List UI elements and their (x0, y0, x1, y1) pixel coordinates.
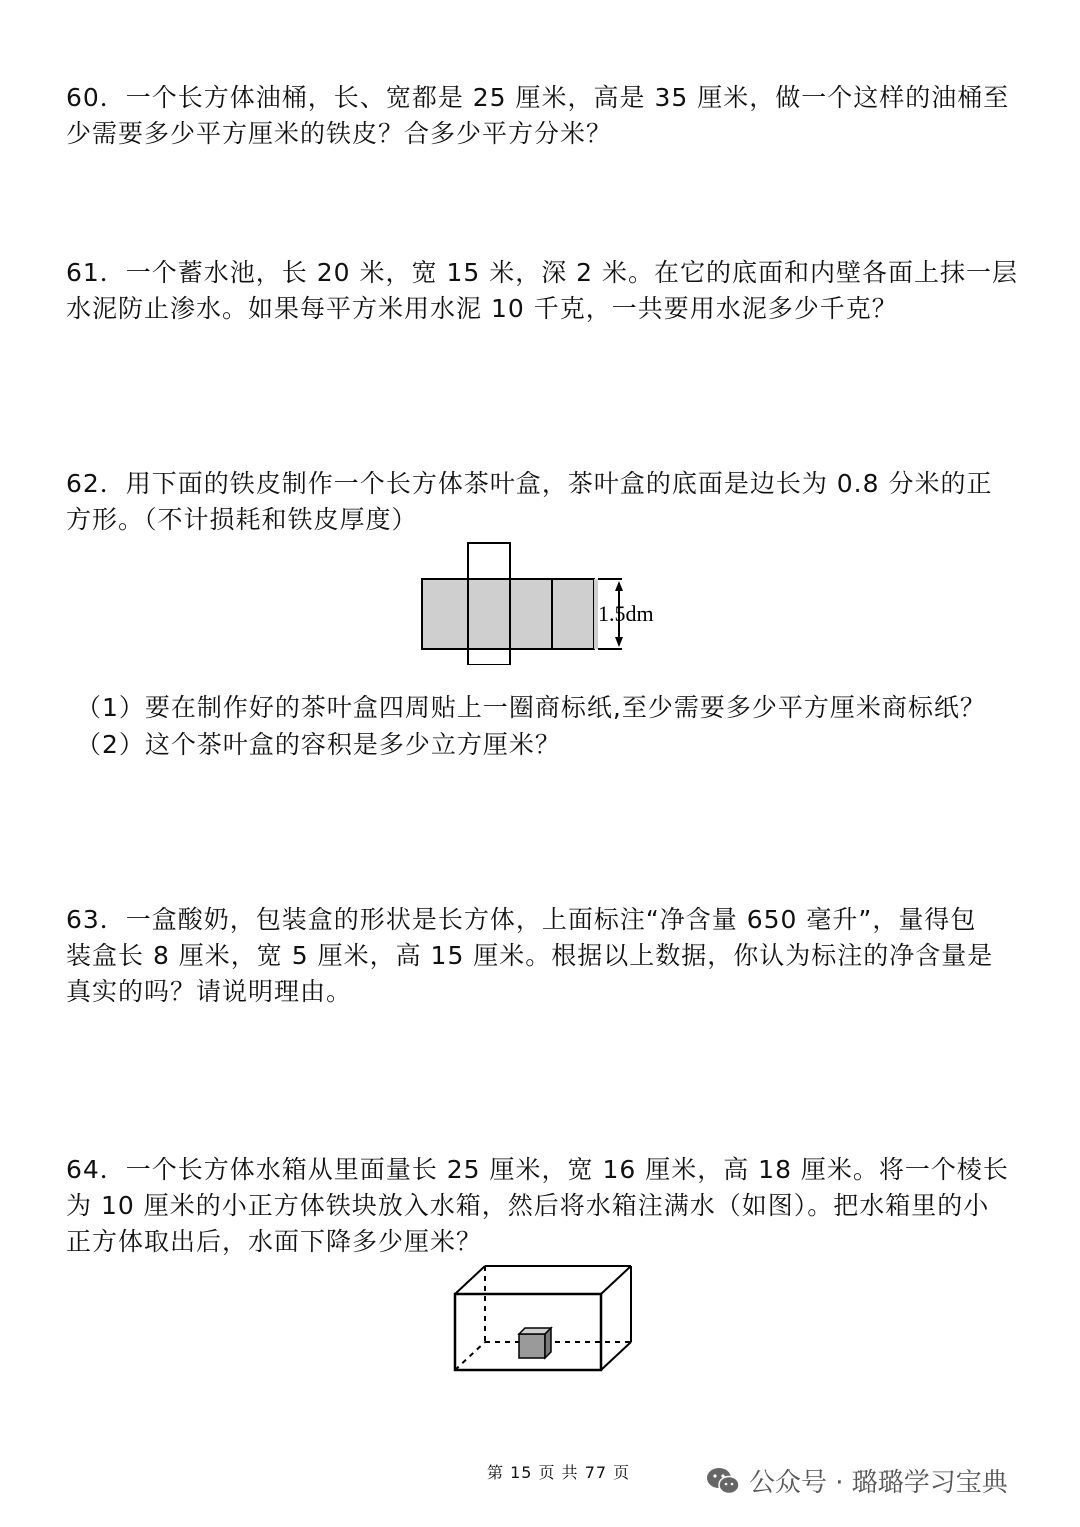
question-61-line-1: 61．一个蓄水池，长 20 米，宽 15 米，深 2 米。在它的底面和内壁各面上抹一层 (66, 258, 1019, 287)
box-net-figure (410, 535, 680, 665)
water-tank-figure (445, 1258, 640, 1378)
wechat-icon (705, 1466, 741, 1496)
question-60-line-2: 少需要多少平方厘米的铁皮？合多少平方分米？ (66, 119, 613, 148)
question-63 (66, 902, 1026, 1010)
net-face-2 (510, 579, 552, 649)
watermark (705, 1462, 1008, 1499)
small-cube (519, 1328, 551, 1358)
question-60-line-1: 60．一个长方体油桶，长、宽都是 25 厘米，高是 35 厘米，做一个这样的油桶至 (66, 83, 1010, 112)
net-face-3 (552, 579, 594, 649)
question-64 (66, 1152, 1026, 1260)
question-62 (66, 466, 1026, 538)
question-62-line-2: 方形。（不计损耗和铁皮厚度） (66, 505, 418, 534)
question-60 (66, 80, 1026, 152)
question-63-line-2: 装盒长 8 厘米，宽 5 厘米，高 15 厘米。根据以上数据，你认为标注的净含量是 (66, 941, 994, 970)
question-63-line-1: 63．一盒酸奶，包装盒的形状是长方体，上面标注“净含量 650 毫升”，量得包 (66, 905, 977, 934)
question-62-line-1: 62．用下面的铁皮制作一个长方体茶叶盒，茶叶盒的底面是边长为 0.8 分米的正 (66, 469, 993, 498)
question-61 (66, 255, 1026, 327)
question-62-sub-1: （1）要在制作好的茶叶盒四周贴上一圈商标纸,至少需要多少平方厘米商标纸？ (76, 693, 986, 722)
watermark-text: 公众号 · 璐璐学习宝典 (749, 1468, 1008, 1498)
net-bottom-flap (468, 649, 510, 665)
question-61-line-2: 水泥防止渗水。如果每平方米用水泥 10 千克，一共要用水泥多少千克？ (66, 294, 898, 323)
question-62-sub-2: （2）这个茶叶盒的容积是多少立方厘米？ (76, 730, 561, 759)
question-64-line-1: 64．一个长方体水箱从里面量长 25 厘米，宽 16 厘米，高 18 厘米。将一个棱长 (66, 1155, 1009, 1184)
question-63-line-3: 真实的吗？请说明理由。 (66, 977, 353, 1006)
page-number: 第 15 页 共 77 页 (487, 1463, 631, 1482)
question-64-line-2: 为 10 厘米的小正方体铁块放入水箱，然后将水箱注满水（如图）。把水箱里的小 (66, 1191, 990, 1220)
net-face-1 (422, 579, 510, 649)
question-64-line-3: 正方体取出后，水面下降多少厘米？ (66, 1227, 483, 1256)
dimension-label: 1.5dm (598, 601, 654, 626)
